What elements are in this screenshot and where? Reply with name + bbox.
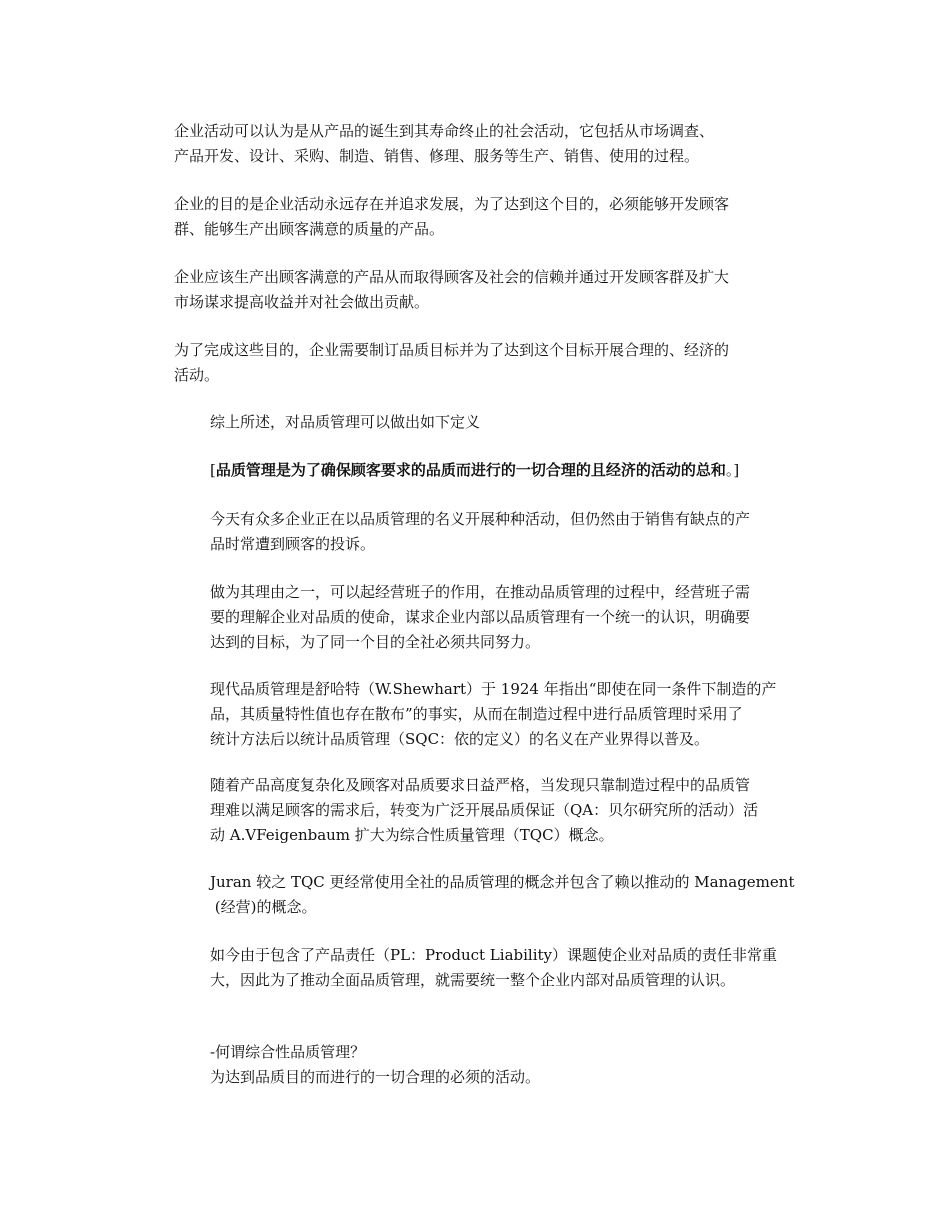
text-line: 群、能够生产出顾客满意的质量的产品。 [174,220,445,238]
text-line: 随着产品高度复杂化及顾客对品质要求日益严格，当发现只靠制造过程中的品质管 [210,776,751,794]
text-line: 达到的目标，为了同一个目的全社必须共同努力。 [210,633,541,651]
paragraph-quality-goals [174,338,729,388]
text-line: 企业应该生产出顾客满意的产品从而取得顾客及社会的信赖并通过开发顾客群及扩大 [174,268,730,286]
definition-bold-text: 品质管理是为了确保顾客要求的品质而进行的一切合理的且经济的活动的总和 [215,461,726,479]
text-line: 要的理解企业对品质的使命，谋求企业内部以品质管理有一个统一的认识，明确要 [210,608,751,626]
text-line: 现代品质管理是舒哈特（W.Shewhart）于 1924 年指出“即使在同一条件下制造的产 [210,680,777,698]
quality-management-definition [210,458,739,483]
text-line: 如今由于包含了产品责任（PL：Product Liability）课题使企业对品质的责任非常重 [210,946,778,964]
bracket-open: [ [210,461,216,479]
text-line: 做为其理由之一，可以起经营班子的作用，在推动品质管理的过程中，经营班子需 [210,583,751,601]
text-line: 产品开发、设计、采购、制造、销售、修理、服务等生产、销售、使用的过程。 [174,147,700,165]
text-line: Juran 较之 TQC 更经常使用全社的品质管理的概念并包含了赖以推动的 Management [210,873,795,891]
text-line: 动 A.VFeigenbaum 扩大为综合性质量管理（TQC）概念。 [210,826,614,844]
answer-line: 为达到品质目的而进行的一切合理的必须的活动。 [210,1068,541,1086]
paragraph-customer-satisfaction [174,265,729,315]
paragraph-customer-complaints [210,507,750,557]
text-line: 品，其质量特性值也存在散布”的事实，从而在制造过程中进行品质管理时采用了 [210,705,743,723]
paragraph-enterprise-activity [174,119,714,169]
text-line: 统计方法后以统计品质管理（SQC：依的定义）的名义在产业界得以普及。 [210,730,710,748]
paragraph-product-liability [210,943,777,993]
paragraph-shewhart-sqc [210,677,776,752]
paragraph-tqm-question [210,1040,540,1090]
text-line: 大，因此为了推动全面品质管理，就需要统一整个企业内部对品质管理的认识。 [210,971,736,989]
text-line: (经营)的概念。 [210,898,317,916]
text-line: 综上所述，对品质管理可以做出如下定义 [210,413,481,431]
text-line: 企业的目的是企业活动永远存在并追求发展，为了达到这个目的，必须能够开发顾客 [174,195,730,213]
question-line: -何谓综合性品质管理？ [210,1043,366,1061]
text-line: 企业活动可以认为是从产品的诞生到其寿命终止的社会活动，它包括从市场调查、 [174,122,715,140]
text-line: 市场谋求提高收益并对社会做出贡献。 [174,293,430,311]
text-line: 今天有众多企业正在以品质管理的名义开展种种活动，但仍然由于销售有缺点的产 [210,510,751,528]
paragraph-qa-tqc [210,773,758,848]
text-line: 为了完成这些目的，企业需要制订品质目标并为了达到这个目标开展合理的、经济的 [174,341,730,359]
text-line: 活动。 [174,366,220,384]
paragraph-definition-intro [210,410,480,435]
paragraph-enterprise-purpose [174,192,729,242]
text-line: 品时常遭到顾客的投诉。 [210,535,376,553]
bracket-close: 。] [725,461,740,479]
paragraph-juran [210,870,794,920]
text-line: 理难以满足顾客的需求后，转变为广泛开展品质保证（QA：贝尔研究所的活动）活 [210,801,759,819]
paragraph-management-role [210,580,750,655]
